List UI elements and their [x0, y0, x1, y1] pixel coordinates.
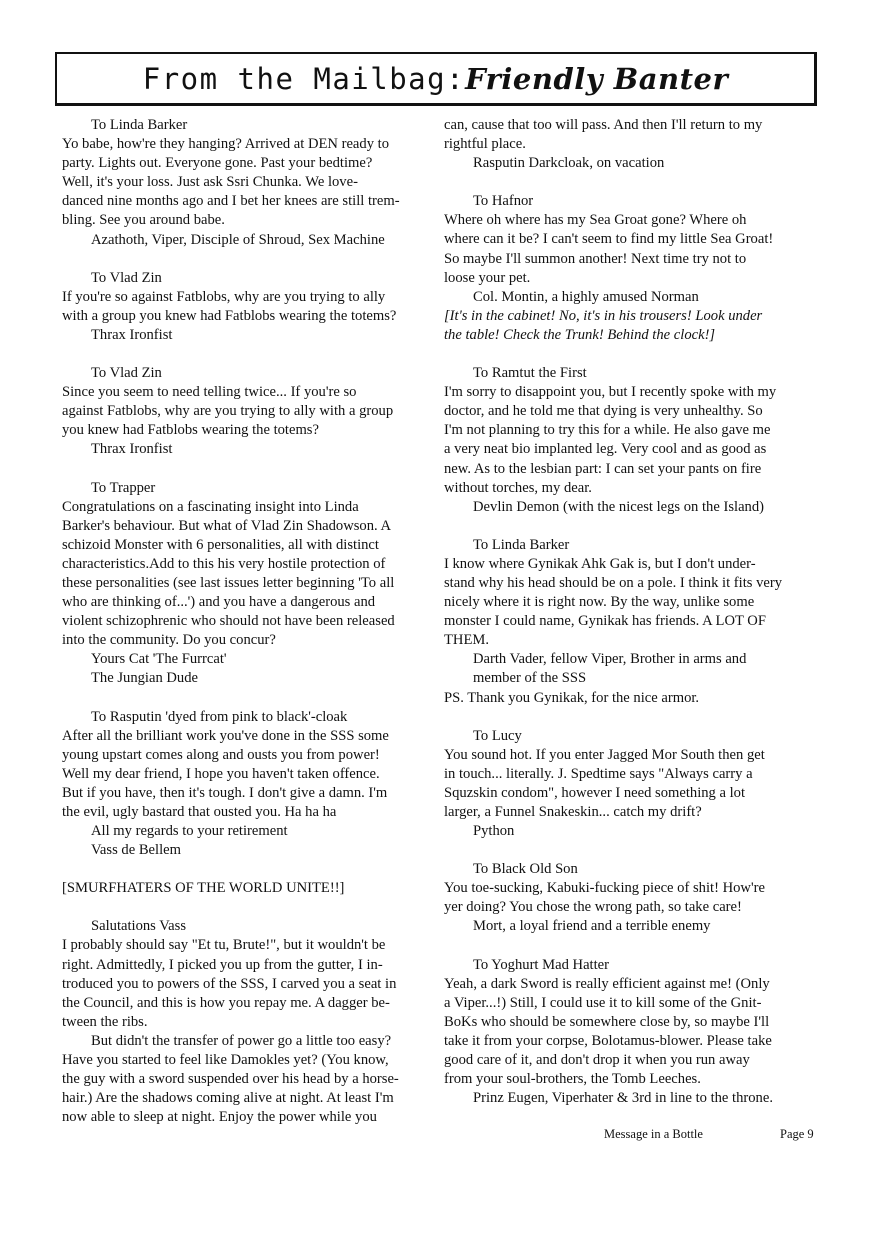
text-line: characteristics.Add to this his very hostile protection of	[62, 555, 386, 572]
text-line: Col. Montin, a highly amused Norman	[473, 288, 699, 305]
text-line: Prinz Eugen, Viperhater & 3rd in line to the throne.	[473, 1090, 773, 1107]
text-line: from your soul-brothers, the Tomb Leeches.	[444, 1071, 701, 1088]
text-line: who are thinking of...') and you have a dangerous and	[62, 594, 376, 611]
page-number: Page 9	[780, 1127, 814, 1141]
text-line: stand why his head should be on a pole. I think it fits very	[444, 574, 783, 591]
text-line: young upstart comes along and ousts you from power!	[62, 746, 380, 763]
publication-name: Message in a Bottle	[604, 1127, 703, 1141]
text-line: yer doing? You chose the wrong path, so take care!	[444, 899, 742, 916]
text-line: I'm not planning to try this for a while. He also gave me	[444, 422, 771, 439]
text-line: a very neat bio implanted leg. Very cool and as good as	[444, 441, 767, 458]
text-line: danced nine months ago and I bet her knees are still trem-	[62, 193, 400, 210]
text-line: violent schizophrenic who should not have been released	[62, 613, 395, 630]
text-line: Yo babe, how're they hanging? Arrived at DEN ready to	[62, 136, 389, 153]
text-line: the Council, and this is how you repay me. A dagger be-	[62, 994, 390, 1011]
text-line: troduced you to powers of the SSS, I carved you a seat in	[62, 975, 397, 992]
text-line: [SMURFHATERS OF THE WORLD UNITE!!]	[62, 880, 345, 897]
text-line: To Black Old Son	[473, 861, 578, 878]
text-line: Well my dear friend, I hope you haven't taken offence.	[62, 765, 380, 782]
text-line: You sound hot. If you enter Jagged Mor South then get	[444, 746, 765, 763]
text-line: To Vlad Zin	[91, 269, 162, 286]
text-line: doctor, and he told me that dying is very unhealthy. So	[444, 403, 763, 420]
text-line: the guy with a sword suspended over his head by a horse-	[62, 1071, 399, 1088]
text-line: Darth Vader, fellow Viper, Brother in arms and	[473, 651, 747, 668]
page-title: From the Mailbag:	[142, 62, 466, 96]
text-line: take it from your corpse, Bolotamus-blower. Please take	[444, 1032, 772, 1049]
text-line: Since you seem to need telling twice... If you're so	[62, 384, 357, 401]
text-line: PS. Thank you Gynikak, for the nice armor.	[444, 689, 700, 706]
text-line: But didn't the transfer of power go a little too easy?	[91, 1032, 392, 1049]
text-line: To Linda Barker	[91, 117, 188, 133]
paragraph-gap	[444, 937, 816, 956]
text-line: After all the brilliant work you've done in the SSS some	[62, 727, 389, 744]
paragraph-gap	[62, 860, 438, 879]
text-line: Well, it's your loss. Just ask Ssri Chunka. We love-	[62, 174, 358, 191]
text-line: THEM.	[444, 632, 489, 649]
paragraph-gap	[444, 345, 816, 364]
page-subtitle: Friendly Banter	[465, 62, 729, 96]
text-line: bling. See you around babe.	[62, 212, 225, 229]
text-line: you knew had Fatblobs wearing the totems?	[62, 422, 319, 439]
text-line: schizoid Monster with 6 personalities, all with distinct	[62, 536, 379, 553]
text-line: I know where Gynikak Ahk Gak is, but I don't under-	[444, 555, 756, 572]
text-line: member of the SSS	[473, 670, 587, 687]
text-line: new. As to the lesbian part: I can set your pants on fire	[444, 460, 762, 477]
text-line: hair.) Are the shadows coming alive at night. At least I'm	[62, 1090, 394, 1107]
paragraph-gap	[444, 708, 816, 727]
text-line: Thrax Ironfist	[91, 441, 173, 458]
text-line: without torches, my dear.	[444, 479, 592, 496]
text-line: with a group you knew had Fatblobs wearing the totems?	[62, 307, 397, 324]
text-line: Yours Cat 'The Furrcat'	[91, 651, 227, 668]
paragraph-gap	[444, 173, 816, 192]
text-line: party. Lights out. Everyone gone. Past your bedtime?	[62, 155, 373, 172]
text-line: I probably should say "Et tu, Brute!", but it wouldn't be	[62, 937, 386, 954]
paragraph-gap	[62, 460, 438, 479]
text-line: these personalities (see last issues letter beginning 'To all	[62, 574, 395, 591]
text-line: into the community. Do you concur?	[62, 632, 276, 649]
text-line: Yeah, a dark Sword is really efficient against me! (Only	[444, 975, 770, 992]
paragraph-gap	[444, 517, 816, 536]
text-line: Mort, a loyal friend and a terrible enemy	[473, 918, 711, 935]
text-line: To Vlad Zin	[91, 365, 162, 382]
text-line: Have you started to feel like Damokles yet? (You know,	[62, 1052, 389, 1069]
text-line: Vass de Bellem	[91, 842, 181, 859]
text-line: So maybe I'll summon another! Next time try not to	[444, 250, 747, 267]
text-line: But if you have, then it's tough. I don't give a damn. I'm	[62, 784, 388, 801]
text-line: Thrax Ironfist	[91, 326, 173, 343]
text-line: Python	[473, 823, 515, 840]
text-line: [It's in the cabinet! No, it's in his trousers! Look under	[444, 307, 763, 324]
text-line: the table! Check the Trunk! Behind the clock!]	[444, 326, 716, 343]
left-column	[62, 116, 438, 1127]
text-line: can, cause that too will pass. And then I'll return to my	[444, 117, 763, 133]
text-line: To Linda Barker	[473, 536, 570, 553]
text-line: where can it be? I can't seem to find my little Sea Groat!	[444, 231, 774, 248]
text-line: You toe-sucking, Kabuki-fucking piece of shit! How're	[444, 880, 765, 897]
text-line: a Viper...!) Still, I could use it to kill some of the Gnit-	[444, 994, 762, 1011]
text-line: good care of it, and don't drop it when you run away	[444, 1052, 750, 1069]
text-line: against Fatblobs, why are you trying to ally with a group	[62, 403, 394, 420]
text-line: Congratulations on a fascinating insight into Linda	[62, 498, 359, 515]
text-line: monster I could name, Gynikak has friends. A LOT OF	[444, 613, 766, 630]
text-line: All my regards to your retirement	[91, 823, 288, 840]
paragraph-gap	[444, 841, 816, 860]
text-line: now able to sleep at night. Enjoy the power while you	[62, 1109, 377, 1126]
text-line: Where oh where has my Sea Groat gone? Where oh	[444, 212, 747, 229]
paragraph-gap	[62, 898, 438, 917]
text-line: right. Admittedly, I picked you up from the gutter, I in-	[62, 956, 383, 973]
text-line: To Trapper	[91, 479, 156, 496]
text-line: If you're so against Fatblobs, why are you trying to ally	[62, 288, 386, 305]
text-line: rightful place.	[444, 136, 526, 153]
text-line: The Jungian Dude	[91, 670, 198, 687]
text-line: Salutations Vass	[91, 918, 187, 935]
paragraph-gap	[62, 689, 438, 708]
text-line: I'm sorry to disappoint you, but I recently spoke with my	[444, 384, 777, 401]
text-line: Squzskin condom", however I need something a lot	[444, 784, 746, 801]
text-line: loose your pet.	[444, 269, 531, 286]
text-line: To Hafnor	[473, 193, 534, 210]
text-line: in touch... literally. J. Spedtime says "Always carry a	[444, 765, 753, 782]
text-line: larger, a Funnel Snakeskin... catch my drift?	[444, 804, 702, 820]
text-line: BoKs who should be somewhere close by, so maybe I'll	[444, 1013, 770, 1030]
right-column	[444, 116, 816, 1108]
text-line: To Lucy	[473, 727, 522, 744]
text-line: To Yoghurt Mad Hatter	[473, 956, 609, 973]
text-line: Devlin Demon (with the nicest legs on the Island)	[473, 498, 764, 515]
text-line: Azathoth, Viper, Disciple of Shroud, Sex Machine	[91, 231, 385, 248]
text-line: Barker's behaviour. But what of Vlad Zin Shadowson. A	[62, 517, 392, 534]
text-line: nicely where it is right now. By the way, unlike some	[444, 594, 755, 611]
paragraph-gap	[62, 345, 438, 364]
text-line: To Ramtut the First	[473, 365, 587, 382]
paragraph-gap	[62, 250, 438, 269]
title-banner	[55, 52, 817, 106]
text-line: the evil, ugly bastard that ousted you. Ha ha ha	[62, 804, 337, 820]
text-line: Rasputin Darkcloak, on vacation	[473, 155, 665, 172]
text-line: tween the ribs.	[62, 1013, 148, 1030]
text-line: To Rasputin 'dyed from pink to black'-cloak	[91, 708, 348, 725]
